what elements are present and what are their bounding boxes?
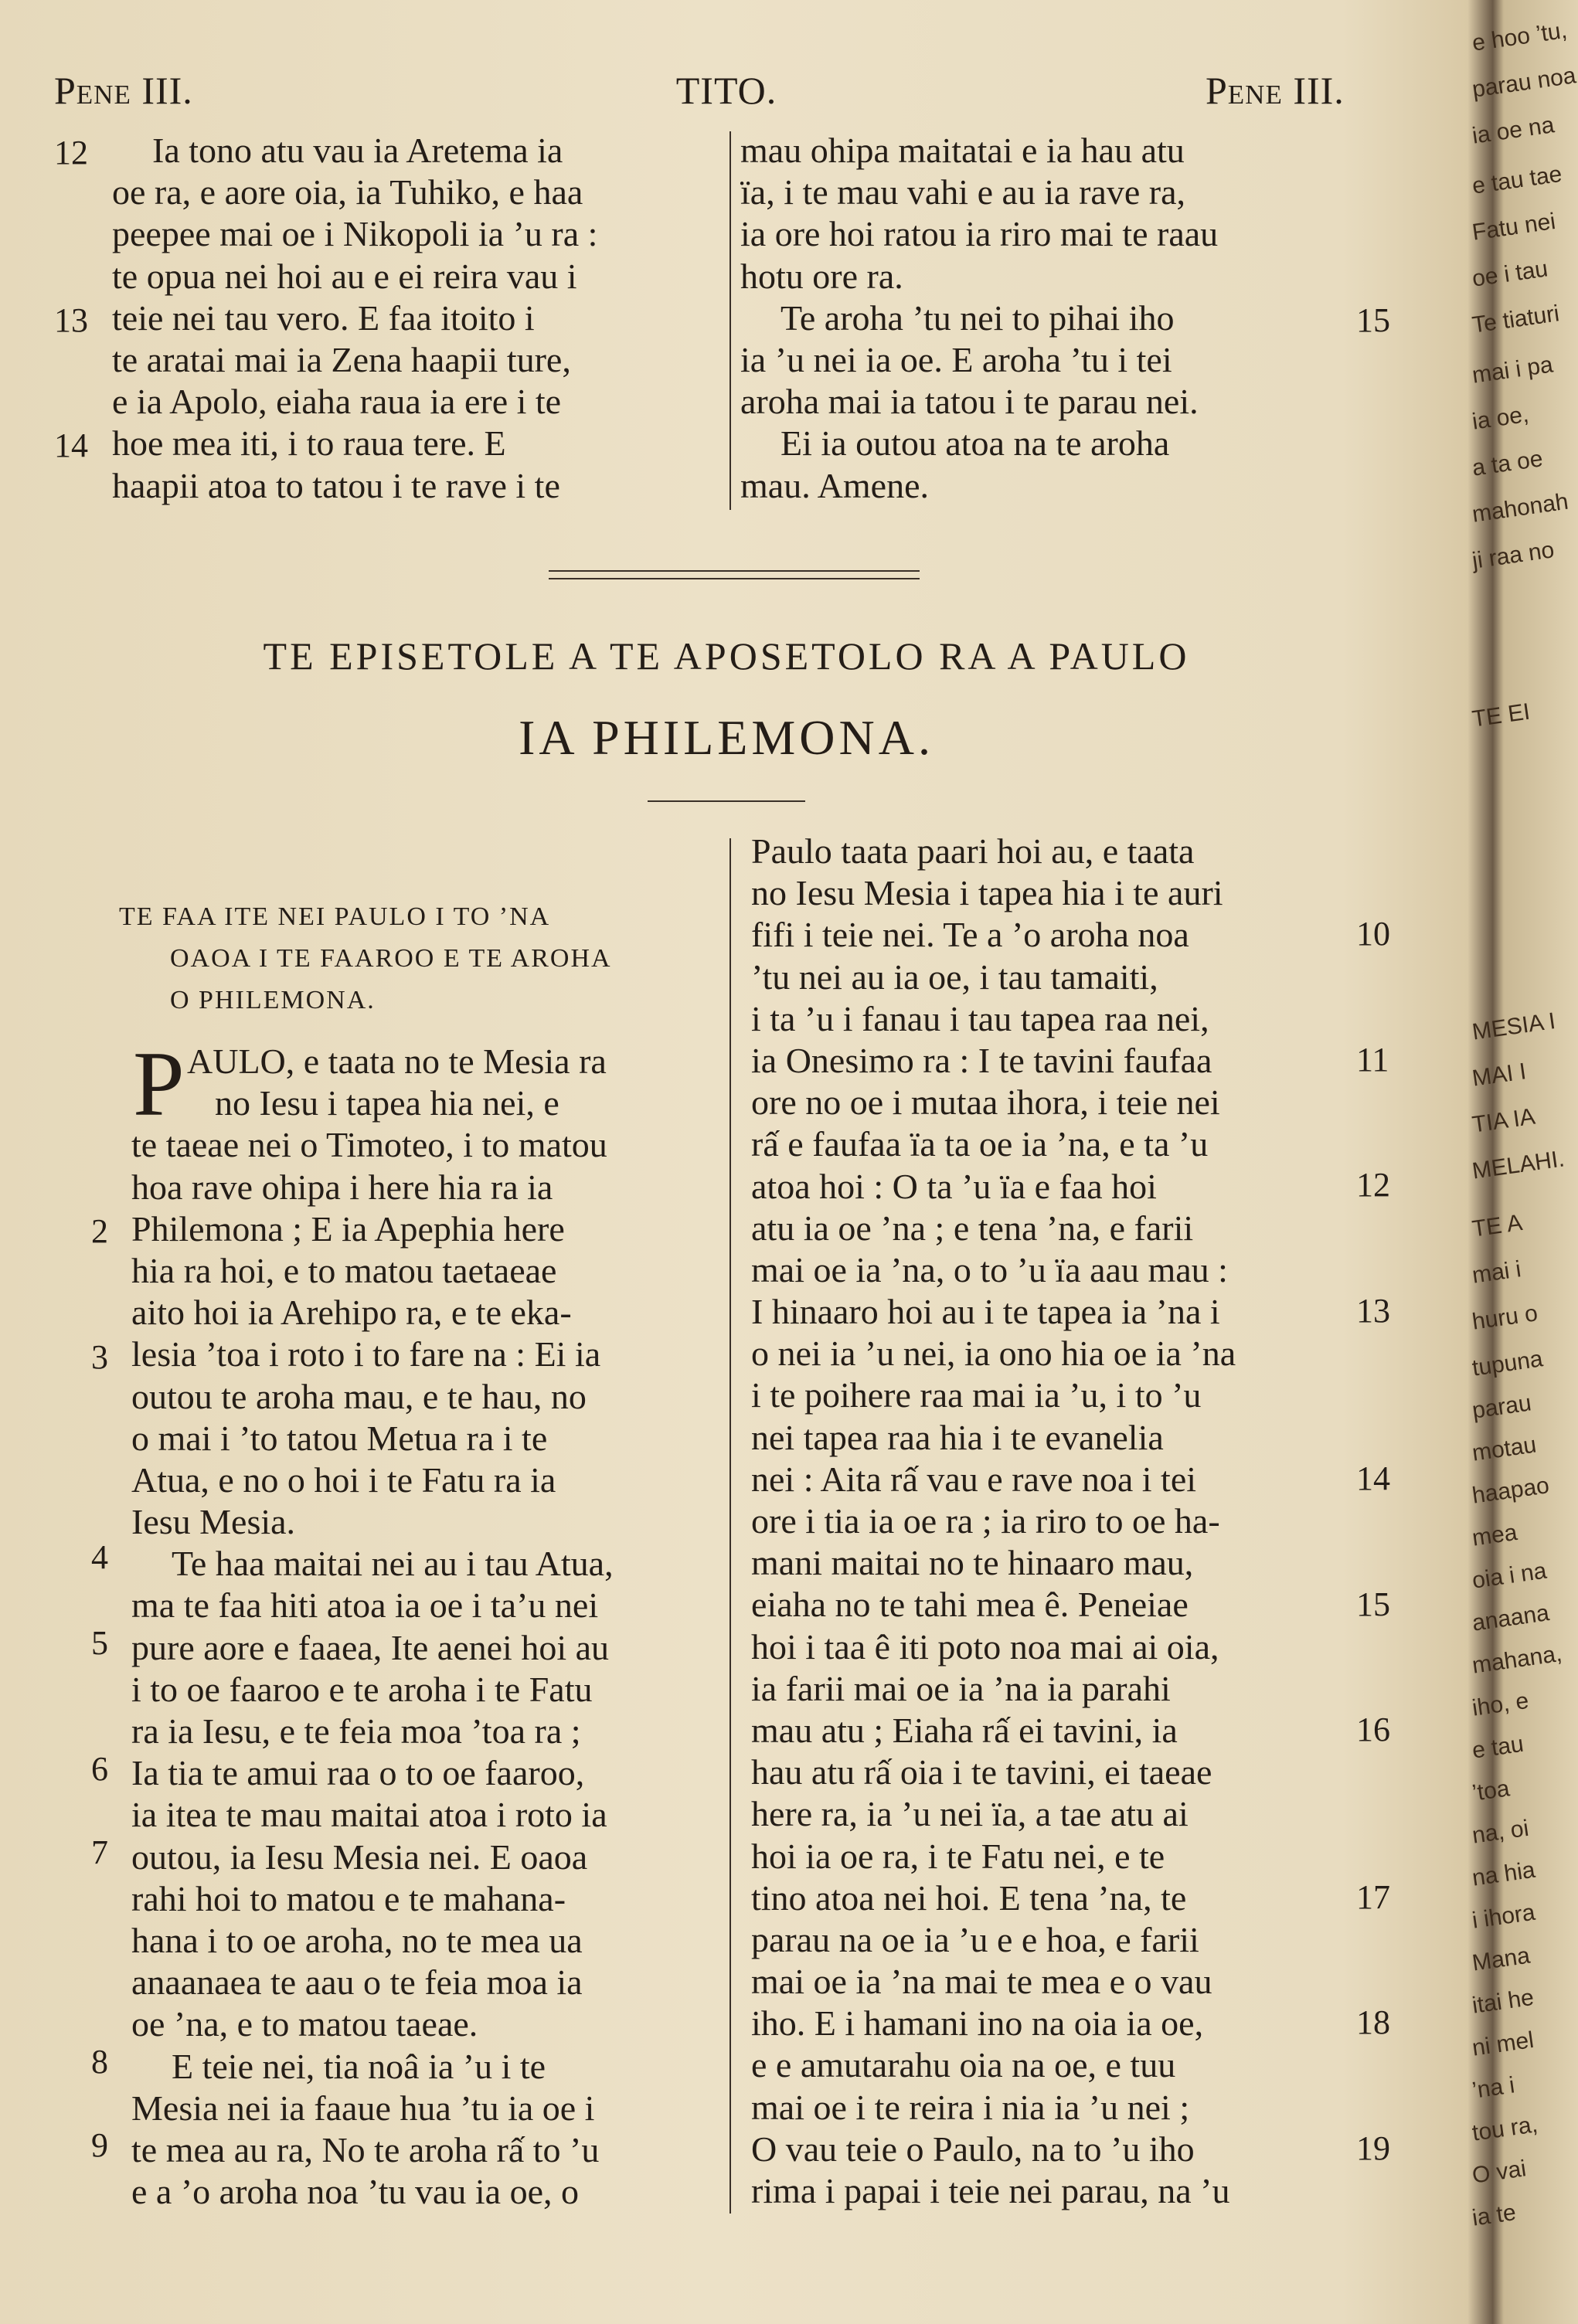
edge-fragment: ’toa	[1471, 1775, 1512, 1806]
text-line: hoe mea iti, i to raua tere. E	[112, 423, 506, 464]
text-line: i te poihere raa mai ia ’u, i to ’u	[751, 1375, 1202, 1415]
text-line: ’tu nei au ia oe, i tau tamaiti,	[751, 956, 1158, 997]
text-line: i ta ’u i fanau i tau tapea raa nei,	[751, 998, 1209, 1038]
text-line: Ia tono atu vau ia Aretema ia	[152, 131, 563, 170]
text-line: hau atu rấ oia i te tavini, ei taeae	[751, 1752, 1212, 1792]
text-line: teie nei tau vero. E faa itoito i	[112, 297, 535, 338]
text-line: hotu ore ra.	[740, 256, 903, 296]
philemona-left-column	[131, 1032, 723, 2213]
text-line: Paulo taata paari hoi au, e taata	[751, 831, 1195, 871]
book-title-line2: IA PHILEMONA.	[519, 710, 934, 765]
edge-fragment: Fatu nei	[1471, 208, 1557, 246]
text-line: oe ’na, e to matou taeae.	[131, 2004, 478, 2044]
text-line: Ei ia outou atoa na te aroha	[780, 423, 1170, 464]
edge-fragment: anaana	[1471, 1600, 1551, 1636]
text-line: rấ e faufaa ïa ta oe ia ’na, e ta ’u	[751, 1124, 1209, 1164]
verse-number: 2	[91, 1212, 108, 1250]
verse-number: 7	[91, 1833, 108, 1871]
text-line: no Iesu i tapea hia nei, e	[215, 1083, 559, 1123]
verse-number: 8	[91, 2043, 108, 2081]
verse-number: 9	[91, 2126, 108, 2164]
text-line: parau na oe ia ’u e e hoa, e farii	[751, 1919, 1199, 1959]
text-line: mau. Amene.	[740, 465, 929, 505]
edge-fragment: a ta oe	[1471, 446, 1545, 481]
edge-fragment: mai i	[1471, 1256, 1523, 1289]
text-line: anaanaea te aau o te feia moa ia	[131, 1962, 583, 2003]
text-line: Ia tia te amui raa o to oe faaroo,	[131, 1753, 585, 1793]
edge-fragment: oe i tau	[1471, 256, 1550, 292]
edge-fragment: MELAHI.	[1471, 1146, 1566, 1184]
next-page-edge	[1464, 0, 1578, 2324]
text-line: o mai i ’to tatou Metua ra i te	[131, 1418, 548, 1458]
text-line: rahi hoi to matou e te mahana-	[131, 1878, 566, 1918]
edge-fragment: Mana	[1471, 1942, 1532, 1976]
verse-number: 10	[1356, 915, 1390, 953]
text-line: nei tapea raa hia i te evanelia	[751, 1417, 1164, 1457]
edge-fragment: ia oe na	[1471, 112, 1556, 149]
text-line: ia ore hoi ratou ia riro mai te raau	[740, 214, 1219, 254]
text-line: O vau teie o Paulo, na to ’u iho	[751, 2129, 1195, 2169]
text-line: ore i tia ia oe ra ; ia riro to oe ha-	[751, 1501, 1220, 1541]
edge-fragment: ji raa no	[1471, 537, 1556, 574]
edge-fragment: mahonah	[1471, 488, 1570, 528]
text-line: te aratai mai ia Zena haapii ture,	[112, 339, 571, 379]
text-line: te opua nei hoi au e ei reira vau i	[112, 256, 577, 296]
running-head-right: Pene III.	[1206, 69, 1345, 112]
text-line: ma te faa hiti atoa ia oe i ta’u nei	[131, 1585, 599, 1626]
text-line: Te haa maitai nei au i tau Atua,	[172, 1544, 614, 1584]
text-line: mai oe i te reira i nia ia ’u nei ;	[751, 2087, 1190, 2127]
verse-number: 5	[91, 1624, 108, 1662]
edge-fragment: e tau tae	[1471, 161, 1564, 199]
text-line: no Iesu Mesia i tapea hia i te auri	[751, 873, 1223, 913]
edge-fragment: huru o	[1471, 1300, 1539, 1335]
text-line: oe ra, e aore oia, ia Tuhiko, e haa	[112, 172, 583, 212]
edge-fragment: TE A	[1471, 1209, 1524, 1242]
summary-line: OAOA I TE FAAROO E TE AROHA	[170, 944, 612, 973]
text-line: peepee mai oe i Nikopoli ia ’u ra :	[112, 214, 598, 254]
edge-fragment: mai i pa	[1471, 352, 1555, 389]
edge-fragment: e tau	[1471, 1731, 1525, 1764]
text-line: lesia ’toa i roto i to fare na : Ei ia	[131, 1334, 601, 1374]
verse-number: 4	[91, 1538, 108, 1576]
text-line: hana i to oe aroha, no te mea ua	[131, 1920, 583, 1960]
text-line: Philemona ; E ia Apephia here	[131, 1208, 565, 1249]
text-line: mau atu ; Eiaha rấ ei tavini, ia	[751, 1710, 1178, 1750]
text-line: hia ra hoi, e to matou taetaeae	[131, 1250, 557, 1290]
verse-number: 13	[54, 301, 88, 339]
text-line: atu ia oe ’na ; e tena ’na, e farii	[751, 1208, 1194, 1248]
edge-fragment: mahana,	[1471, 1640, 1564, 1679]
edge-fragment: ia oe,	[1471, 401, 1531, 435]
text-line: aroha mai ia tatou i te parau nei.	[740, 382, 1199, 422]
text-line: o nei ia ’u nei, ia ono hia oe ia ’na	[751, 1334, 1236, 1374]
text-line: ia Onesimo ra : I te tavini faufaa	[751, 1040, 1212, 1080]
edge-fragment: iho, e	[1471, 1687, 1531, 1721]
text-line: aito hoi ia Arehipo ra, e te eka-	[131, 1293, 572, 1333]
edge-fragment: haapao	[1471, 1473, 1551, 1509]
text-line: i to oe faaroo e te aroha i te Fatu	[131, 1669, 593, 1709]
text-line: outou, ia Iesu Mesia nei. E oaoa	[131, 1836, 588, 1877]
edge-fragment: Te tiaturi	[1471, 301, 1561, 338]
verse-number: 19	[1356, 2129, 1390, 2167]
text-line: hoi i taa ê iti poto noa mai ai oia,	[751, 1626, 1219, 1667]
drop-cap: P	[133, 1032, 185, 1135]
edge-fragment: ni mel	[1471, 2027, 1535, 2061]
edge-fragment: ’na i	[1471, 2072, 1517, 2104]
edge-fragment: TIA IA	[1471, 1103, 1537, 1138]
running-head-center: TITO.	[675, 69, 777, 112]
column-rule	[729, 838, 731, 2214]
edge-fragment: parau	[1471, 1390, 1533, 1424]
text-line: ra ia Iesu, e te feia moa ’toa ra ;	[131, 1711, 581, 1751]
tito-right-column	[740, 130, 1343, 507]
verse-number: 11	[1356, 1041, 1389, 1079]
title-rule	[648, 800, 805, 802]
text-line: ia farii mai oe ia ’na ia parahi	[751, 1668, 1171, 1708]
edge-fragment: i ihora	[1471, 1899, 1537, 1934]
section-rule	[549, 578, 920, 579]
edge-fragment: MAI I	[1471, 1058, 1528, 1092]
text-line: outou te aroha mau, e te hau, no	[131, 1376, 587, 1416]
verse-number: 15	[1356, 1585, 1390, 1623]
edge-fragment: O vai	[1471, 2156, 1528, 2189]
text-line: ore no oe i mutaa ihora, i teie nei	[751, 1082, 1220, 1123]
verse-number: 12	[1356, 1166, 1390, 1204]
verse-number: 12	[54, 134, 88, 172]
text-line: mai oe ia ’na mai te mea e o vau	[751, 1962, 1212, 2002]
book-title-line1: TE EPISETOLE A TE APOSETOLO RA A PAULO	[263, 634, 1190, 678]
verse-number: 13	[1356, 1292, 1390, 1330]
text-line: e ia Apolo, eiaha raua ia ere i te	[112, 382, 562, 422]
text-line: atoa hoi : O ta ’u ïa e faa hoi	[751, 1166, 1157, 1206]
text-line: hoi ia oe ra, i te Fatu nei, e te	[751, 1836, 1165, 1876]
running-head-left: Pene III.	[54, 69, 193, 112]
text-line: te mea au ra, No te aroha rấ to ’u	[131, 2129, 600, 2169]
verse-number: 6	[91, 1750, 108, 1788]
edge-fragment: tou ra,	[1471, 2112, 1539, 2146]
text-line: tino atoa nei hoi. E tena ’na, te	[751, 1877, 1187, 1918]
verse-number: 14	[54, 426, 88, 464]
text-line: te taeae nei o Timoteo, i to matou	[131, 1125, 607, 1165]
text-line: iho. E i hamani ino na oia ia oe,	[751, 2003, 1204, 2044]
text-line: eiaha no te tahi mea ê. Peneiae	[751, 1585, 1189, 1625]
edge-fragment: na hia	[1471, 1857, 1537, 1891]
text-line: ia ’u nei ia oe. E aroha ’tu i tei	[740, 339, 1172, 379]
edge-fragment: mea	[1471, 1519, 1519, 1551]
text-line: here ra, ia ’u nei ïa, a tae atu ai	[751, 1794, 1189, 1834]
text-line: rima i papai i teie nei parau, na ’u	[751, 2171, 1230, 2210]
edge-fragment: tupuna	[1471, 1346, 1545, 1381]
text-line: ïa, i te mau vahi e au ia rave ra,	[740, 172, 1185, 212]
verse-number: 3	[91, 1338, 108, 1376]
verse-number: 16	[1356, 1711, 1390, 1748]
text-line: hoa rave ohipa i here hia ra ia	[131, 1167, 553, 1207]
edge-fragment: MESIA I	[1471, 1007, 1557, 1045]
text-line: mani maitai no te hinaaro mau,	[751, 1543, 1194, 1583]
text-line: I hinaaro hoi au i te tapea ia ’na i	[751, 1292, 1220, 1332]
text-line: haapii atoa to tatou i te rave i te	[112, 465, 560, 505]
edge-fragment: parau noa	[1471, 63, 1578, 103]
tito-left-column	[112, 130, 713, 507]
edge-fragment: ia te	[1471, 2200, 1518, 2231]
summary-line: TE FAA ITE NEI PAULO I TO ’NA	[119, 902, 551, 931]
text-line: pure aore e faaea, Ite aenei hoi au	[131, 1627, 610, 1667]
text-line: mai oe ia ’na, o to ’u ïa aau mau :	[751, 1249, 1228, 1289]
text-line: Iesu Mesia.	[131, 1502, 296, 1542]
chapter-summary	[119, 896, 719, 1021]
text-line: AULO, e taata no te Mesia ra	[187, 1041, 607, 1081]
text-line: fifi i teie nei. Te a ’o aroha noa	[751, 915, 1189, 955]
text-line: e e amutarahu oia na oe, e tuu	[751, 2045, 1176, 2085]
edge-fragment: itai he	[1471, 1984, 1535, 2019]
verse-number: 17	[1356, 1878, 1390, 1916]
section-rule	[549, 570, 920, 572]
summary-line: O PHILEMONA.	[170, 986, 376, 1014]
edge-fragment: e hoo ’tu,	[1471, 17, 1569, 56]
edge-fragment: motau	[1471, 1432, 1539, 1466]
verse-number: 15	[1356, 301, 1390, 339]
text-line: E teie nei, tia noâ ia ’u i te	[172, 2046, 546, 2086]
edge-fragment: TE EI	[1471, 698, 1532, 732]
text-line: Te aroha ’tu nei to pihai iho	[780, 297, 1175, 338]
verse-number: 14	[1356, 1459, 1390, 1497]
column-rule	[729, 131, 731, 510]
text-line: Atua, e no o hoi i te Fatu ra ia	[131, 1459, 556, 1500]
text-line: e a ’o aroha noa ’tu vau ia oe, o	[131, 2172, 580, 2212]
edge-fragment: oia i na	[1471, 1558, 1549, 1594]
text-line: mau ohipa maitatai e ia hau atu	[740, 131, 1185, 170]
edge-fragment: na, oi	[1471, 1815, 1531, 1849]
verse-number: 18	[1356, 2003, 1390, 2041]
philemona-right-column	[751, 831, 1343, 2212]
text-line: nei : Aita rấ vau e rave noa i tei	[751, 1459, 1197, 1499]
text-line: Mesia nei ia faaue hua ’tu ia oe i	[131, 2088, 595, 2128]
text-line: ia itea te mau maitai atoa i roto ia	[131, 1795, 607, 1835]
